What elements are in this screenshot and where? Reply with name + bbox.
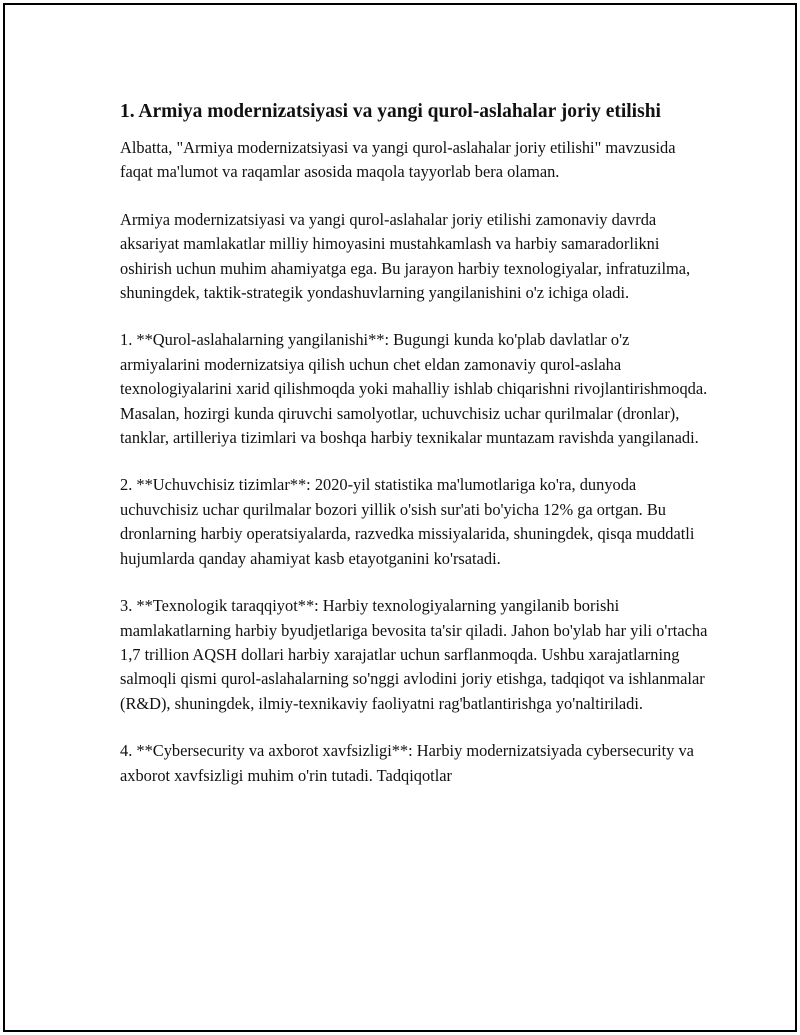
overview-paragraph: Armiya modernizatsiyasi va yangi qurol-aslahalar joriy etilishi zamonaviy davrda aksariyat mamlakatlar milliy himoyasini mustahkamlash va harbiy samaradorlikni oshirish uchun muhim ahamiyatga ega. Bu jarayon harbiy texnologiyalar, infratuzilma, shuningdek, taktik-strategik yondashuvlarning yangilanishini o'z ichiga oladi. — [120, 209, 691, 303]
page-frame — [3, 3, 797, 1032]
section-heading: 1. Armiya modernizatsiyasi va yangi qurol-aslahalar joriy etilishi — [120, 101, 661, 122]
cybersecurity-paragraph: 4. **Cybersecurity va axborot xavfsizligi**: Harbiy modernizatsiyada cybersecurity va axborot xavfsizligi muhim o'rin tutadi. Tadqiqotlar — [120, 741, 694, 785]
weapons-update-paragraph: 1. **Qurol-aslahalarning yangilanishi**: Bugungi kunda ko'plab davlatlar o'z armiyalarini modernizatsiya qilish uchun chet eldan zamonaviy qurol-aslaha texnologiyalarini xarid qilishmoqda yoki mahalliy ishlab chiqarishni rivojlantirishmoqda. Masalan, hozirgi kunda qiruvchi samolyotlar, uchuvchisiz uchar qurilmalar (dronlar), tanklar, artilleriya tizimlari va boshqa harbiy texnikalar muntazam ravishda yangilanadi. — [120, 330, 708, 448]
document-body — [120, 98, 710, 811]
tech-progress-paragraph: 3. **Texnologik taraqqiyot**: Harbiy texnologiyalarning yangilanib borishi mamlakatlarning harbiy byudjetlariga bevosita ta'sir qiladi. Jahon bo'ylab har yili o'rtacha 1,7 trillion AQSH dollari harbiy xarajatlar uchun sarflanmoqda. Ushbu xarajatlarning salmoqli qismi qurol-aslahalarning so'nggi avlodini joriy etishga, tadqiqot va ishlanmalar (R&D), shuningdek, ilmiy-texnikaviy faoliyatni rag'batlantirishga yo'naltiriladi. — [120, 596, 708, 713]
intro-paragraph: Albatta, "Armiya modernizatsiyasi va yangi qurol-aslahalar joriy etilishi" mavzusida faqat ma'lumot va raqamlar asosida maqola tayyorlab bera olaman. — [120, 138, 676, 182]
unmanned-systems-paragraph: 2. **Uchuvchisiz tizimlar**: 2020-yil statistika ma'lumotlariga ko'ra, dunyoda uchuvchisiz uchar qurilmalar bozori yillik o'sish sur'ati bo'yicha 12% ga ortgan. Bu dronlarning harbiy operatsiyalarda, razvedka missiyalarida, shuningdek, qisqa muddatli hujumlarda qanday ahamiyat kasb etayotganini ko'rsatadi. — [120, 475, 695, 568]
